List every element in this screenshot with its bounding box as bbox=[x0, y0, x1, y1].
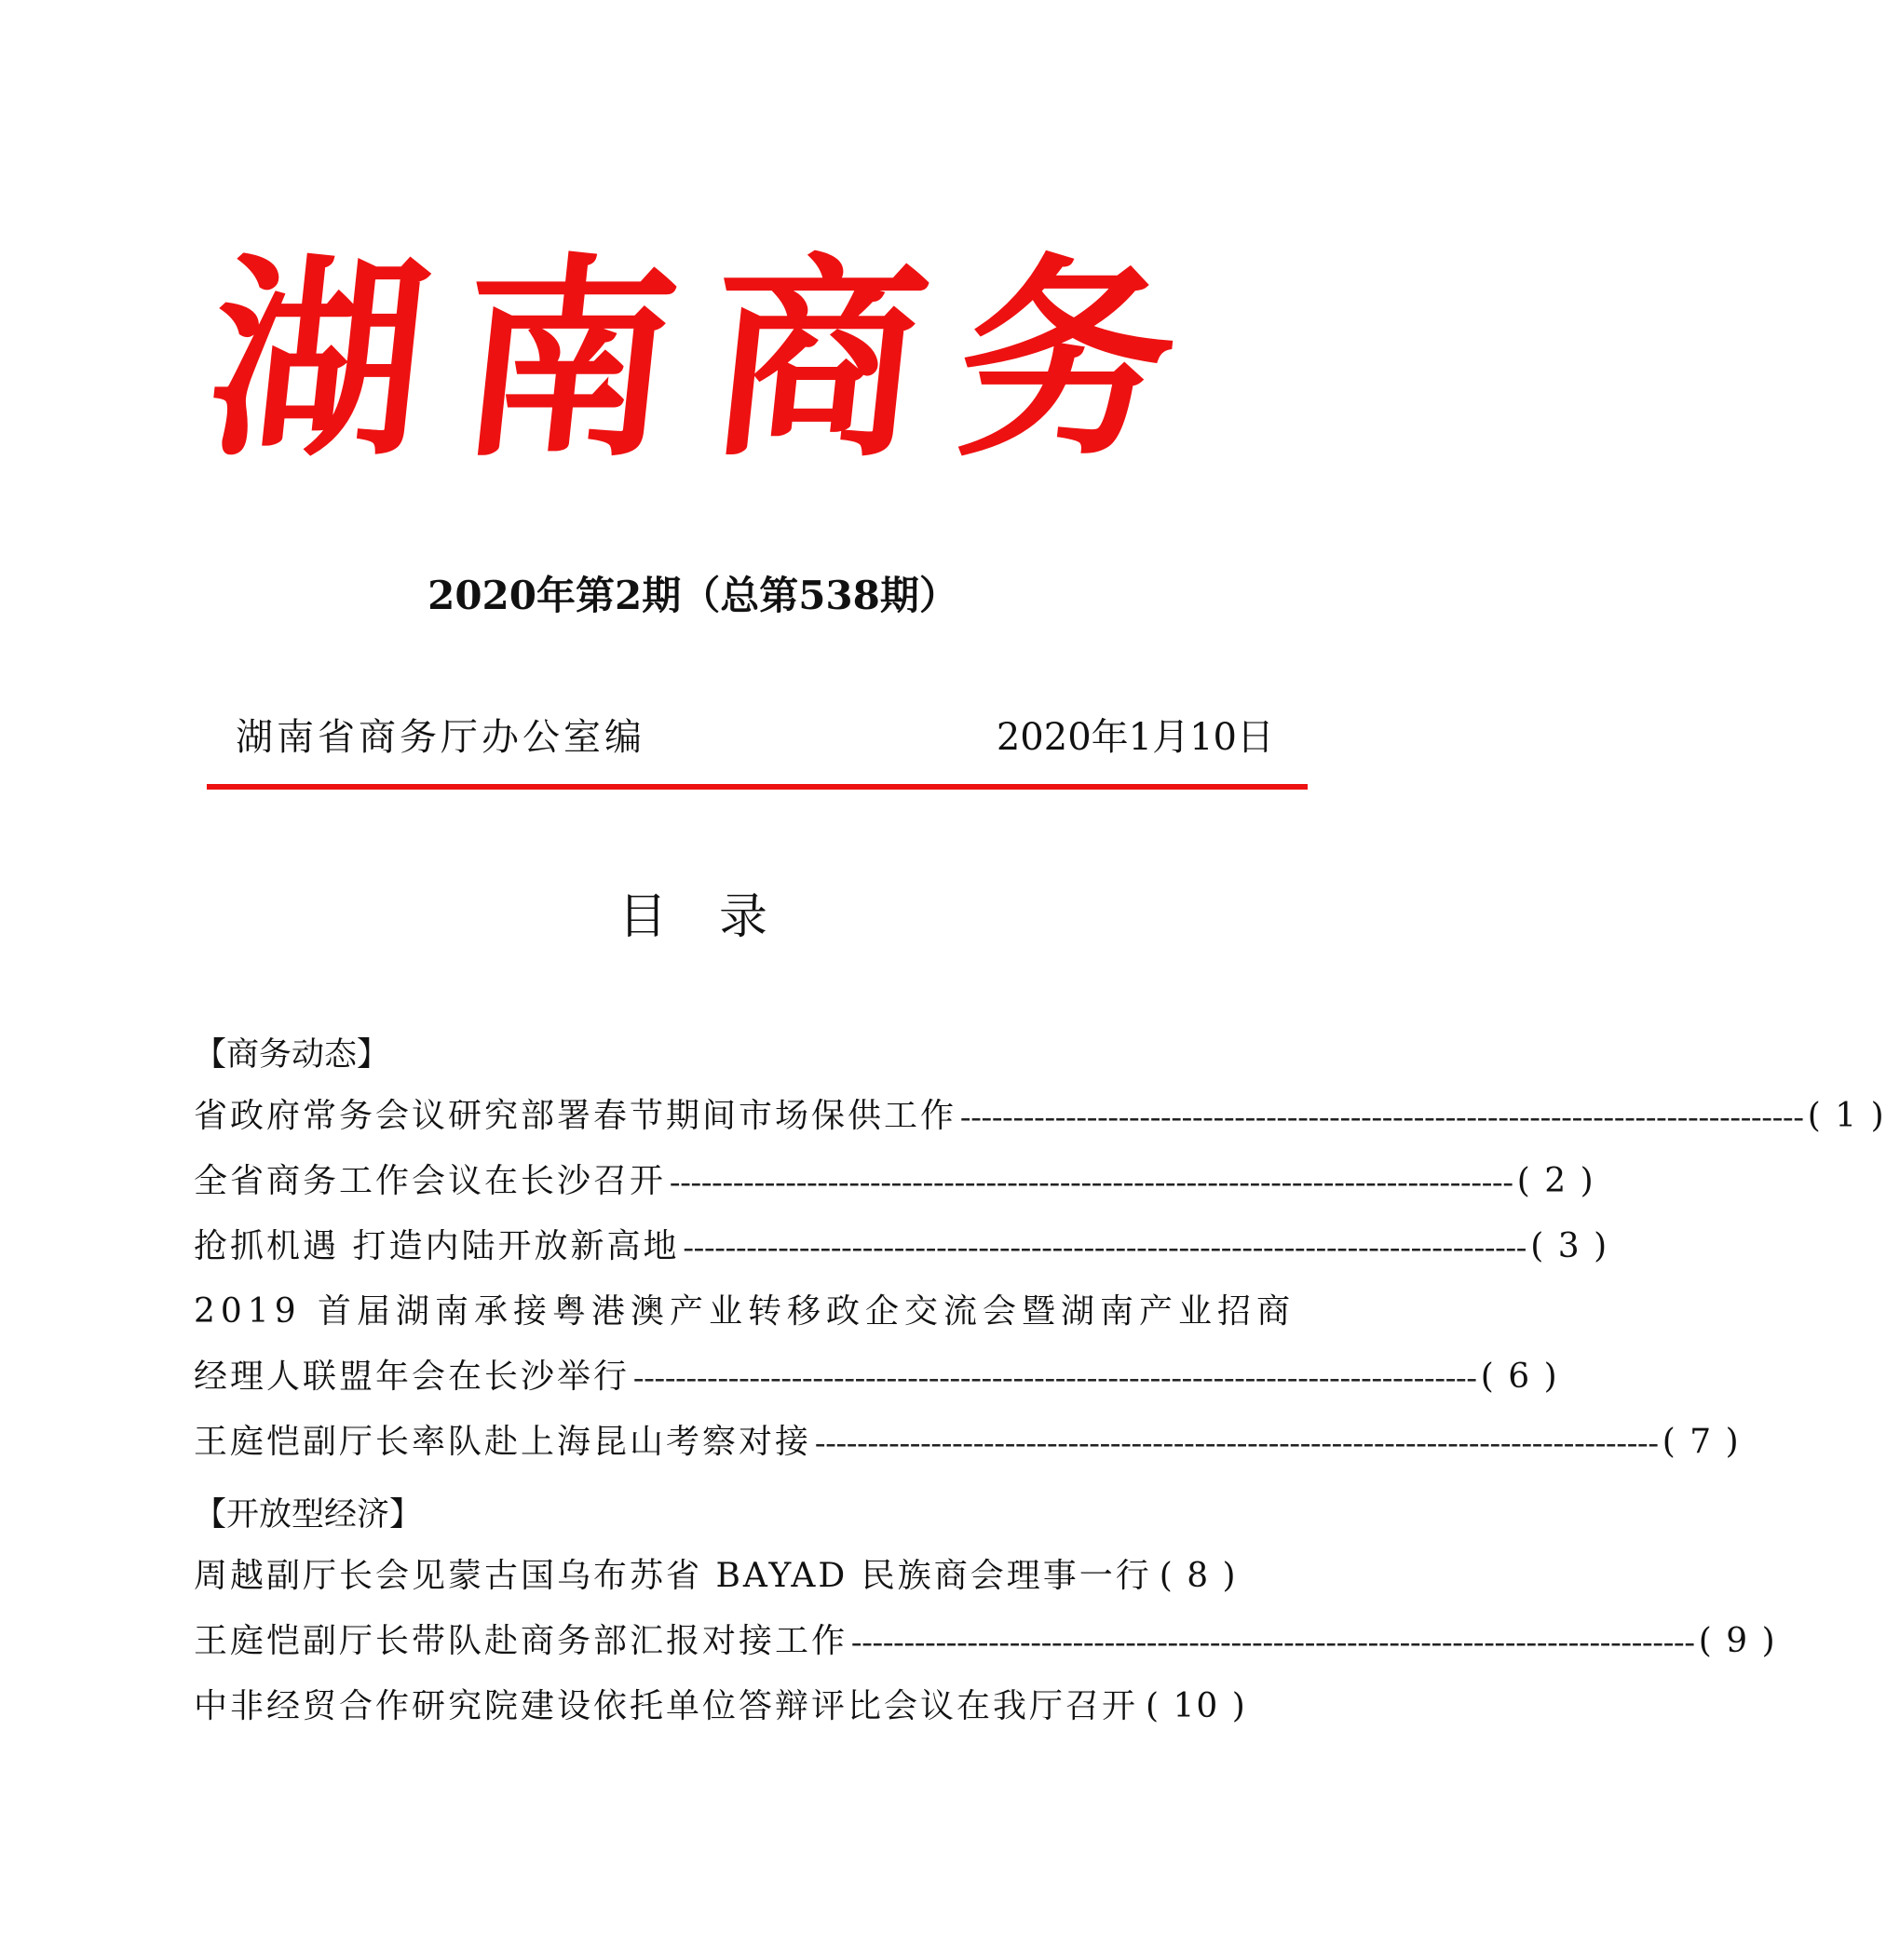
section-heading: 【开放型经济】 bbox=[194, 1496, 423, 1534]
toc-entry[interactable] bbox=[194, 1544, 1238, 1609]
issue-number: 2020年第2期（总第538期） bbox=[427, 573, 958, 618]
toc-entry[interactable] bbox=[194, 1674, 1247, 1739]
toc-entry-title: 全省商务工作会议在长沙召开 bbox=[194, 1162, 667, 1200]
leader-dashes: -------------------------------------------------------------------------------- bbox=[683, 1230, 1527, 1264]
toc-entry[interactable] bbox=[194, 1345, 1559, 1410]
toc-entry-page: ( 8 ) bbox=[1159, 1557, 1238, 1595]
toc-entry-title: 王庭恺副厅长率队赴上海昆山考察对接 bbox=[194, 1423, 812, 1461]
toc-entry[interactable] bbox=[194, 1410, 1741, 1475]
table-of-contents bbox=[194, 1022, 1886, 1739]
toc-entry[interactable] bbox=[194, 1214, 1609, 1279]
leader-dashes: -------------------------------------------------------------------------------- bbox=[851, 1625, 1695, 1659]
publication-date: 2020年1月10日 bbox=[996, 716, 1274, 759]
toc-entry-title: 中非经贸合作研究院建设依托单位答辩评比会议在我厅召开 bbox=[194, 1687, 1139, 1725]
leader-dashes: -------------------------------------------------------------------------------- bbox=[633, 1360, 1477, 1395]
toc-entry-title: 周越副厅长会见蒙古国乌布苏省 BAYAD 民族商会理事一行 bbox=[194, 1557, 1152, 1595]
leader-dashes: -------------------------------------------------------------------------------- bbox=[815, 1426, 1659, 1460]
toc-entry-title: 抢抓机遇 打造内陆开放新高地 bbox=[194, 1227, 680, 1265]
toc-entry[interactable] bbox=[194, 1279, 1296, 1345]
toc-entry-title: 省政府常务会议研究部署春节期间市场保供工作 bbox=[194, 1097, 957, 1135]
toc-entry[interactable] bbox=[194, 1609, 1777, 1674]
toc-title: 目录 bbox=[617, 889, 820, 945]
toc-entry-title: 王庭恺副厅长带队赴商务部汇报对接工作 bbox=[194, 1622, 848, 1660]
masthead-title: 湖南商务 bbox=[197, 235, 1224, 486]
toc-entry-page: ( 2 ) bbox=[1516, 1162, 1595, 1200]
section-heading: 【商务动态】 bbox=[194, 1036, 390, 1074]
publisher-editor: 湖南省商务厅办公室编 bbox=[236, 716, 645, 759]
red-divider bbox=[207, 784, 1308, 790]
toc-entry-page: ( 3 ) bbox=[1530, 1227, 1609, 1265]
toc-entry[interactable] bbox=[194, 1084, 1886, 1149]
toc-entry-page: ( 7 ) bbox=[1662, 1423, 1741, 1461]
leader-dashes: -------------------------------------------------------------------------------- bbox=[960, 1100, 1804, 1134]
toc-entry-page: ( 9 ) bbox=[1698, 1622, 1777, 1660]
leader-dashes: -------------------------------------------------------------------------------- bbox=[670, 1165, 1513, 1199]
toc-entry-page: ( 1 ) bbox=[1807, 1097, 1886, 1135]
toc-entry-page: ( 6 ) bbox=[1480, 1358, 1559, 1396]
toc-entry-title: 2019 首届湖南承接粤港澳产业转移政企交流会暨湖南产业招商 bbox=[194, 1292, 1296, 1331]
toc-entry-title: 经理人联盟年会在长沙举行 bbox=[194, 1358, 631, 1396]
toc-entry[interactable] bbox=[194, 1149, 1595, 1214]
toc-entry-page: ( 10 ) bbox=[1146, 1687, 1247, 1725]
